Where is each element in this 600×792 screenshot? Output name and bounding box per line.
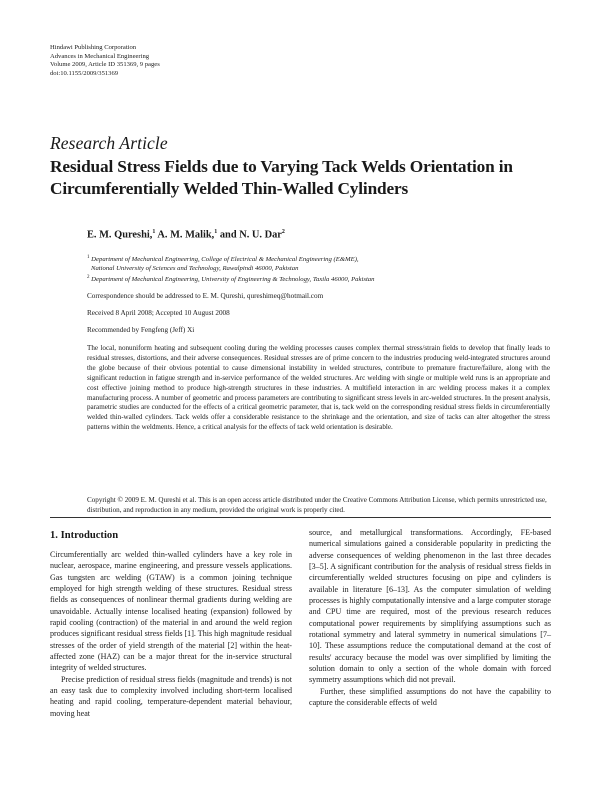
- affiliation-line: National University of Sciences and Technology, Rawalpindi 46000, Pakistan: [91, 265, 299, 273]
- volume-line: Volume 2009, Article ID 351369, 9 pages: [50, 61, 160, 69]
- affiliation-sup: 1: [87, 255, 90, 260]
- affiliation-line: Department of Mechanical Engineering, College of Electrical & Mechanical Engineering (E&ME),: [91, 256, 359, 264]
- received-dates: Received 8 April 2008; Accepted 10 August 2008: [87, 309, 230, 317]
- author-list: [87, 229, 285, 240]
- abstract: The local, nonuniform heating and subsequent cooling during the welding processes causes complex thermal stress/strain fields to develop that finally leads to residual stresses, distortions, and their adverse consequences. Residual stresses are of prime concern to the industries producing weld-integrated structures around the globe because of their obvious potential to cause dimensional instability in welded structures, contribute to premature fracture/failure, along with the significant reduction in fatigue strength and in-service performance of the welded structures. Arc welding with single or multiple weld runs is an appropriate and cost effective joining method to produce high-strength structures in these industries. A multifield interaction in arc welding process makes it a complex manufacturing process. A number of geometric and process parameters are contributing to significant stress levels in arc-welded structures. In the present analysis, parametric studies are conducted for the effects of a critical geometric parameter, that is, tack weld on the corresponding residual stress fields in circumferentially welded thin-walled cylinders. Tack welds offer a considerable resistance to the shrinkage and the orientation, and size of tacks can alter altogether the stress patterns within the weldments. Hence, a critical analysis for the effects of tack weld orientation is desirable.: [87, 344, 550, 432]
- right-column: [309, 527, 551, 709]
- body-paragraph: source, and metallurgical transformations. Accordingly, FE-based numerical simulations gained a considerable popularity in predicting the adverse consequences of welding phenomenon in the last three decades [3–5]. A significant contribution for the analysis of residual stress fields in circumferentially welded structures focusing on pipe and cylinders is available in literature [6–13]. As the computer simulation of welding processes is highly computationally intensive and a large computer storage and CPU time are required, most of the previous research reduces computational power requirements by simplifying assumptions such as rotational symmetry and lateral symmetry in numerical simulations [7–10]. These assumptions reduce the computational demand at the cost of results' accuracy because the model was over simplified by limiting the solution domain to only a section of the whole domain with forced symmetry assumptions which did not prevail.: [309, 528, 551, 685]
- affiliation-line: Department of Mechanical Engineering, University of Engineering & Technology, Taxila 46000, Pakistan: [91, 276, 375, 284]
- body-paragraph: Precise prediction of residual stress fields (magnitude and trends) is not an easy task due to complexity involved including short-term localised heating and rapid cooling, temperature-dependent material behaviour, moving heat: [50, 674, 292, 718]
- journal-line: Advances in Mechanical Engineering: [50, 52, 150, 60]
- author-sup: 1: [152, 229, 156, 235]
- copyright-notice: Copyright © 2009 E. M. Qureshi et al. This is an open access article distributed under the Creative Commons Attribution License, which permits unrestricted use, distribution, and reproduction in any medium, provided the original work is properly cited.: [87, 496, 547, 514]
- author-name: and N. U. Dar: [219, 229, 282, 241]
- author-sup: 1: [214, 229, 218, 235]
- author-name: E. M. Qureshi,: [87, 229, 153, 241]
- paper-title: Residual Stress Fields due to Varying Tack Welds Orientation in Circumferentially Welded Thin-Walled Cylinders: [50, 157, 513, 198]
- doi-line: doi:10.1155/2009/351369: [50, 69, 119, 77]
- body-paragraph: Circumferentially arc welded thin-walled cylinders have a key role in nuclear, aerospace, marine engineering, and pressure vessels applications. Gas tungsten arc welding (GTAW) is a common joining technique employed for high strength welding of these structures. Residual stress fields as consequences of nonlinear thermal gradients during welding are unavoidable. Actually intense localised heating (expansion) followed by rapid cooling (contraction) of the material in and around the weld region produces significant residual stress fields [1]. This high magnitude residual stresses of the order of yield strength of the material [2] within the heat-affected zone (HAZ) can be a major threat for the in-service structural integrity of welded structures.: [50, 550, 292, 673]
- recommended-by: Recommended by Fengfeng (Jeff) Xi: [87, 326, 195, 334]
- author-sup: 2: [281, 229, 285, 235]
- correspondence: Correspondence should be addressed to E. M. Qureshi, qureshimeq@hotmail.com: [87, 292, 324, 300]
- affiliation-sup: 2: [87, 275, 90, 280]
- section-divider: [50, 517, 551, 518]
- author-name: A. M. Malik,: [157, 229, 215, 241]
- affiliation-2: [87, 273, 374, 284]
- body-paragraph: Further, these simplified assumptions do not have the capability to capture the considerable effects of weld: [309, 686, 551, 708]
- section-heading: 1. Introduction: [50, 530, 119, 541]
- left-column: [50, 549, 292, 719]
- affiliation-1: [87, 253, 359, 273]
- publisher-line: Hindawi Publishing Corporation: [50, 44, 137, 51]
- article-type: Research Article: [50, 133, 168, 153]
- journal-header: [50, 44, 160, 78]
